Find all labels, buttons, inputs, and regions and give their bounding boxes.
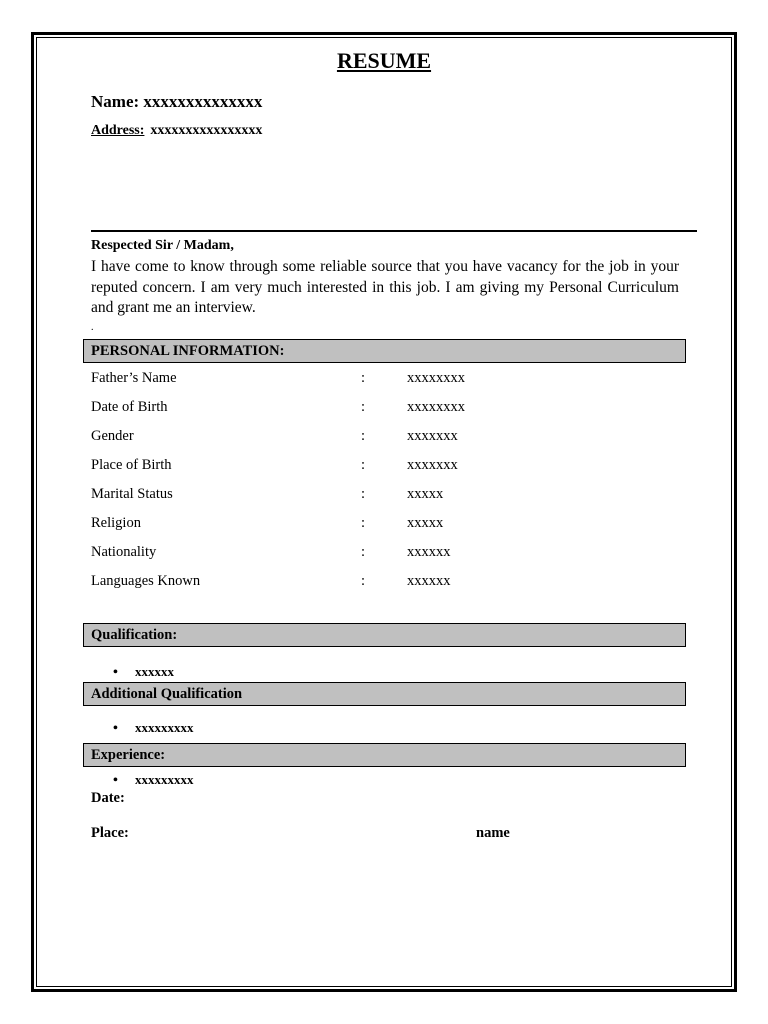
info-value: xxxxxx [407,573,451,589]
info-value: xxxxxxxx [407,399,465,415]
name-label: Name: [91,92,140,111]
name-value: xxxxxxxxxxxxxx [143,92,263,111]
info-separator: : [361,573,366,589]
info-value: xxxxx [407,515,444,531]
bullet-icon: • [113,721,118,736]
additional-qualification-item [113,720,194,737]
info-separator: : [361,544,366,560]
page-border-inner [36,37,732,987]
resume-title: RESUME [336,48,432,73]
experience-item-text: xxxxxxxxx [135,772,194,787]
place-label: Place: [91,825,129,841]
info-label: Gender [91,428,134,444]
bullet-icon: • [113,665,118,680]
info-separator: : [361,486,366,502]
salutation: Respected Sir / Madam, [91,238,234,253]
address-line [91,123,262,139]
info-value: xxxxx [407,486,444,502]
trailing-mark: . [91,322,94,333]
signature-name-label: name [476,825,510,841]
info-separator: : [361,399,366,415]
address-label: Address: [91,123,145,138]
additional-qualification-heading: Additional Qualification [83,682,686,706]
info-separator: : [361,457,366,473]
info-label: Date of Birth [91,399,168,415]
info-label: Religion [91,515,141,531]
header-divider [91,230,697,232]
info-value: xxxxxxxx [407,370,465,386]
date-label: Date: [91,790,125,806]
info-label: Place of Birth [91,457,172,473]
name-line [91,92,262,112]
qualification-heading: Qualification: [83,623,686,647]
address-value: xxxxxxxxxxxxxxxx [150,123,263,138]
info-label: Languages Known [91,573,201,589]
info-value: xxxxxxx [407,428,458,444]
bullet-icon: • [113,773,118,788]
info-label: Father’s Name [91,370,177,386]
info-label: Nationality [91,544,157,560]
qualification-item [113,664,174,681]
cover-letter-body: I have come to know through some reliable source that you have vacancy for the job in your reputed concern. I am very much interested in this job. I am giving my Personal Curriculum and grant me an interview. [91,258,679,316]
info-separator: : [361,515,366,531]
info-value: xxxxxx [407,544,451,560]
experience-heading: Experience: [83,743,686,767]
info-separator: : [361,370,366,386]
qualification-item-text: xxxxxx [135,664,174,679]
info-value: xxxxxxx [407,457,458,473]
info-label: Marital Status [91,486,173,502]
experience-item [113,772,194,789]
info-separator: : [361,428,366,444]
additional-qualification-item-text: xxxxxxxxx [135,720,194,735]
personal-information-heading: PERSONAL INFORMATION: [83,339,686,363]
